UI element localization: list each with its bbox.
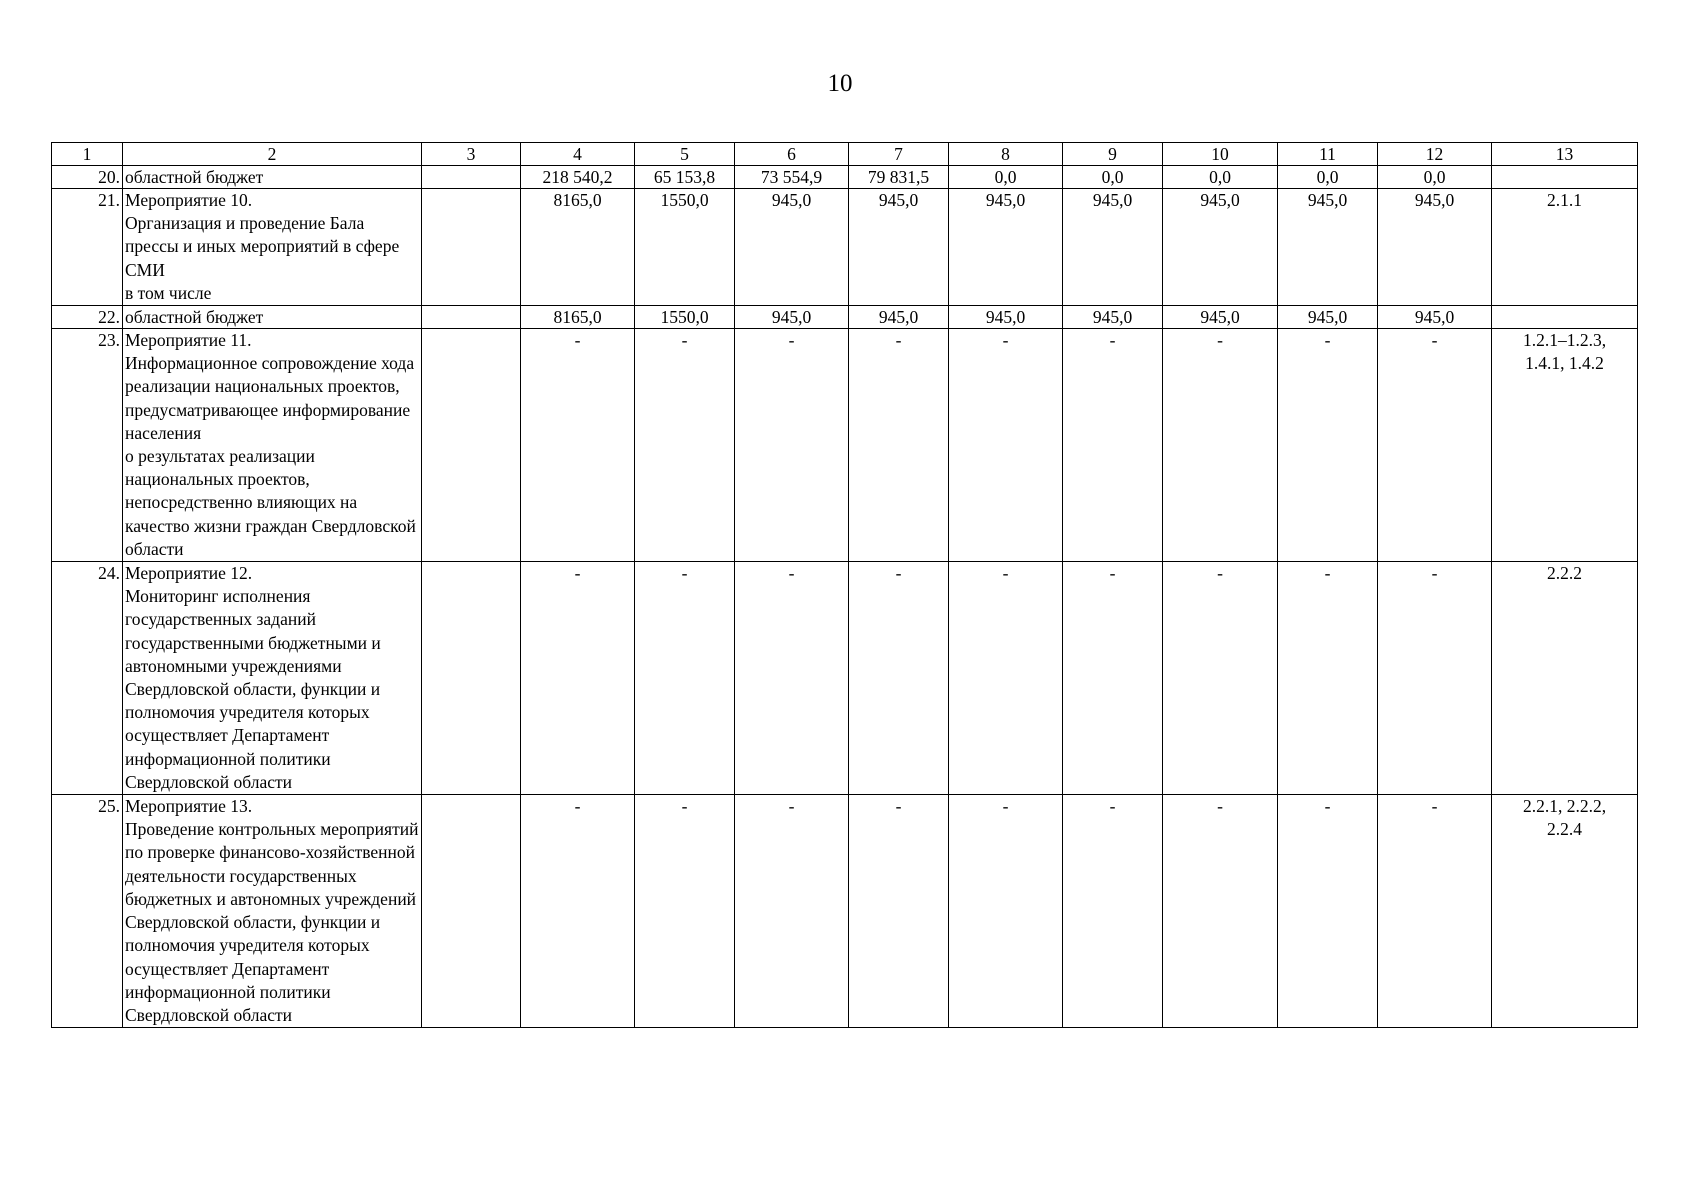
row-value: - bbox=[1378, 562, 1492, 795]
column-header: 12 bbox=[1378, 143, 1492, 166]
row-targets: 2.2.2 bbox=[1492, 562, 1638, 795]
row-value: 0,0 bbox=[949, 166, 1063, 189]
row-value: 945,0 bbox=[735, 189, 849, 306]
row-value: 945,0 bbox=[1063, 306, 1163, 329]
table-row bbox=[52, 166, 1638, 189]
row-targets: 2.2.1, 2.2.2, 2.2.4 bbox=[1492, 795, 1638, 1028]
column-header: 1 bbox=[52, 143, 123, 166]
column-header: 4 bbox=[521, 143, 635, 166]
column-number-row bbox=[52, 143, 1638, 166]
row-number: 24. bbox=[52, 562, 123, 795]
row-name: Мероприятие 10. Организация и проведение Бала прессы и иных мероприятий в сфере СМИ в том числе bbox=[123, 189, 422, 306]
row-col3 bbox=[422, 306, 521, 329]
row-value: 945,0 bbox=[1378, 189, 1492, 306]
row-targets bbox=[1492, 306, 1638, 329]
column-header: 8 bbox=[949, 143, 1063, 166]
row-col3 bbox=[422, 189, 521, 306]
row-number: 23. bbox=[52, 329, 123, 562]
row-name: областной бюджет bbox=[123, 166, 422, 189]
row-value: 73 554,9 bbox=[735, 166, 849, 189]
row-name: областной бюджет bbox=[123, 306, 422, 329]
row-value: 0,0 bbox=[1278, 166, 1378, 189]
row-value: - bbox=[1163, 329, 1278, 562]
row-value: - bbox=[1278, 329, 1378, 562]
row-value: 8165,0 bbox=[521, 306, 635, 329]
row-number: 21. bbox=[52, 189, 123, 306]
row-value: 945,0 bbox=[1163, 189, 1278, 306]
column-header: 7 bbox=[849, 143, 949, 166]
row-value: 945,0 bbox=[849, 189, 949, 306]
row-value: - bbox=[1378, 329, 1492, 562]
row-value: 218 540,2 bbox=[521, 166, 635, 189]
row-number: 25. bbox=[52, 795, 123, 1028]
row-value: 945,0 bbox=[849, 306, 949, 329]
row-value: - bbox=[849, 795, 949, 1028]
program-table bbox=[51, 142, 1638, 1028]
row-value: - bbox=[1278, 795, 1378, 1028]
column-header: 9 bbox=[1063, 143, 1163, 166]
row-value: 1550,0 bbox=[635, 189, 735, 306]
row-targets: 1.2.1–1.2.3, 1.4.1, 1.4.2 bbox=[1492, 329, 1638, 562]
row-value: - bbox=[849, 562, 949, 795]
row-value: 945,0 bbox=[735, 306, 849, 329]
row-value: 0,0 bbox=[1378, 166, 1492, 189]
column-header: 3 bbox=[422, 143, 521, 166]
row-value: 79 831,5 bbox=[849, 166, 949, 189]
row-targets bbox=[1492, 166, 1638, 189]
row-value: - bbox=[949, 795, 1063, 1028]
column-header: 10 bbox=[1163, 143, 1278, 166]
row-value: 945,0 bbox=[1063, 189, 1163, 306]
row-value: - bbox=[1378, 795, 1492, 1028]
row-value: - bbox=[735, 562, 849, 795]
row-number: 20. bbox=[52, 166, 123, 189]
row-col3 bbox=[422, 166, 521, 189]
row-value: 65 153,8 bbox=[635, 166, 735, 189]
row-value: 945,0 bbox=[1278, 189, 1378, 306]
row-value: - bbox=[735, 795, 849, 1028]
row-value: - bbox=[1278, 562, 1378, 795]
row-value: - bbox=[521, 329, 635, 562]
row-value: - bbox=[1163, 795, 1278, 1028]
row-value: 945,0 bbox=[1278, 306, 1378, 329]
table-row bbox=[52, 189, 1638, 306]
row-value: 945,0 bbox=[949, 189, 1063, 306]
row-value: - bbox=[635, 329, 735, 562]
row-value: 1550,0 bbox=[635, 306, 735, 329]
row-value: - bbox=[849, 329, 949, 562]
row-name: Мероприятие 13. Проведение контрольных мероприятий по проверке финансово-хозяйственной деятельности государственных бюджетных и автономных учреждений Свердловской области, функции и полномочия учредителя которых осуществляет Департамент информационной политики Свердловской области bbox=[123, 795, 422, 1028]
column-header: 5 bbox=[635, 143, 735, 166]
row-value: - bbox=[521, 795, 635, 1028]
row-value: 8165,0 bbox=[521, 189, 635, 306]
row-value: 945,0 bbox=[949, 306, 1063, 329]
row-value: 945,0 bbox=[1378, 306, 1492, 329]
row-value: - bbox=[1063, 562, 1163, 795]
table-row bbox=[52, 306, 1638, 329]
column-header: 11 bbox=[1278, 143, 1378, 166]
row-value: - bbox=[635, 562, 735, 795]
row-value: - bbox=[735, 329, 849, 562]
row-col3 bbox=[422, 562, 521, 795]
row-col3 bbox=[422, 329, 521, 562]
table-row bbox=[52, 795, 1638, 1028]
row-value: - bbox=[521, 562, 635, 795]
column-header: 13 bbox=[1492, 143, 1638, 166]
row-value: - bbox=[949, 562, 1063, 795]
column-header: 2 bbox=[123, 143, 422, 166]
row-value: 0,0 bbox=[1163, 166, 1278, 189]
row-name: Мероприятие 12. Мониторинг исполнения государственных заданий государственными бюджетными и автономными учреждениями Свердловской области, функции и полномочия учредителя которых осуществляет Департамент информационной политики Свердловской области bbox=[123, 562, 422, 795]
table-row bbox=[52, 329, 1638, 562]
row-value: 0,0 bbox=[1063, 166, 1163, 189]
table-row bbox=[52, 562, 1638, 795]
row-value: 945,0 bbox=[1163, 306, 1278, 329]
row-value: - bbox=[1163, 562, 1278, 795]
row-value: - bbox=[949, 329, 1063, 562]
row-col3 bbox=[422, 795, 521, 1028]
column-header: 6 bbox=[735, 143, 849, 166]
page-number: 10 bbox=[827, 70, 853, 97]
row-number: 22. bbox=[52, 306, 123, 329]
row-value: - bbox=[1063, 795, 1163, 1028]
row-targets: 2.1.1 bbox=[1492, 189, 1638, 306]
row-name: Мероприятие 11. Информационное сопровождение хода реализации национальных проектов, предусматривающее информирование населения о результатах реализации национальных проектов, непосредственно влияющих на качество жизни граждан Свердловской области bbox=[123, 329, 422, 562]
row-value: - bbox=[1063, 329, 1163, 562]
row-value: - bbox=[635, 795, 735, 1028]
